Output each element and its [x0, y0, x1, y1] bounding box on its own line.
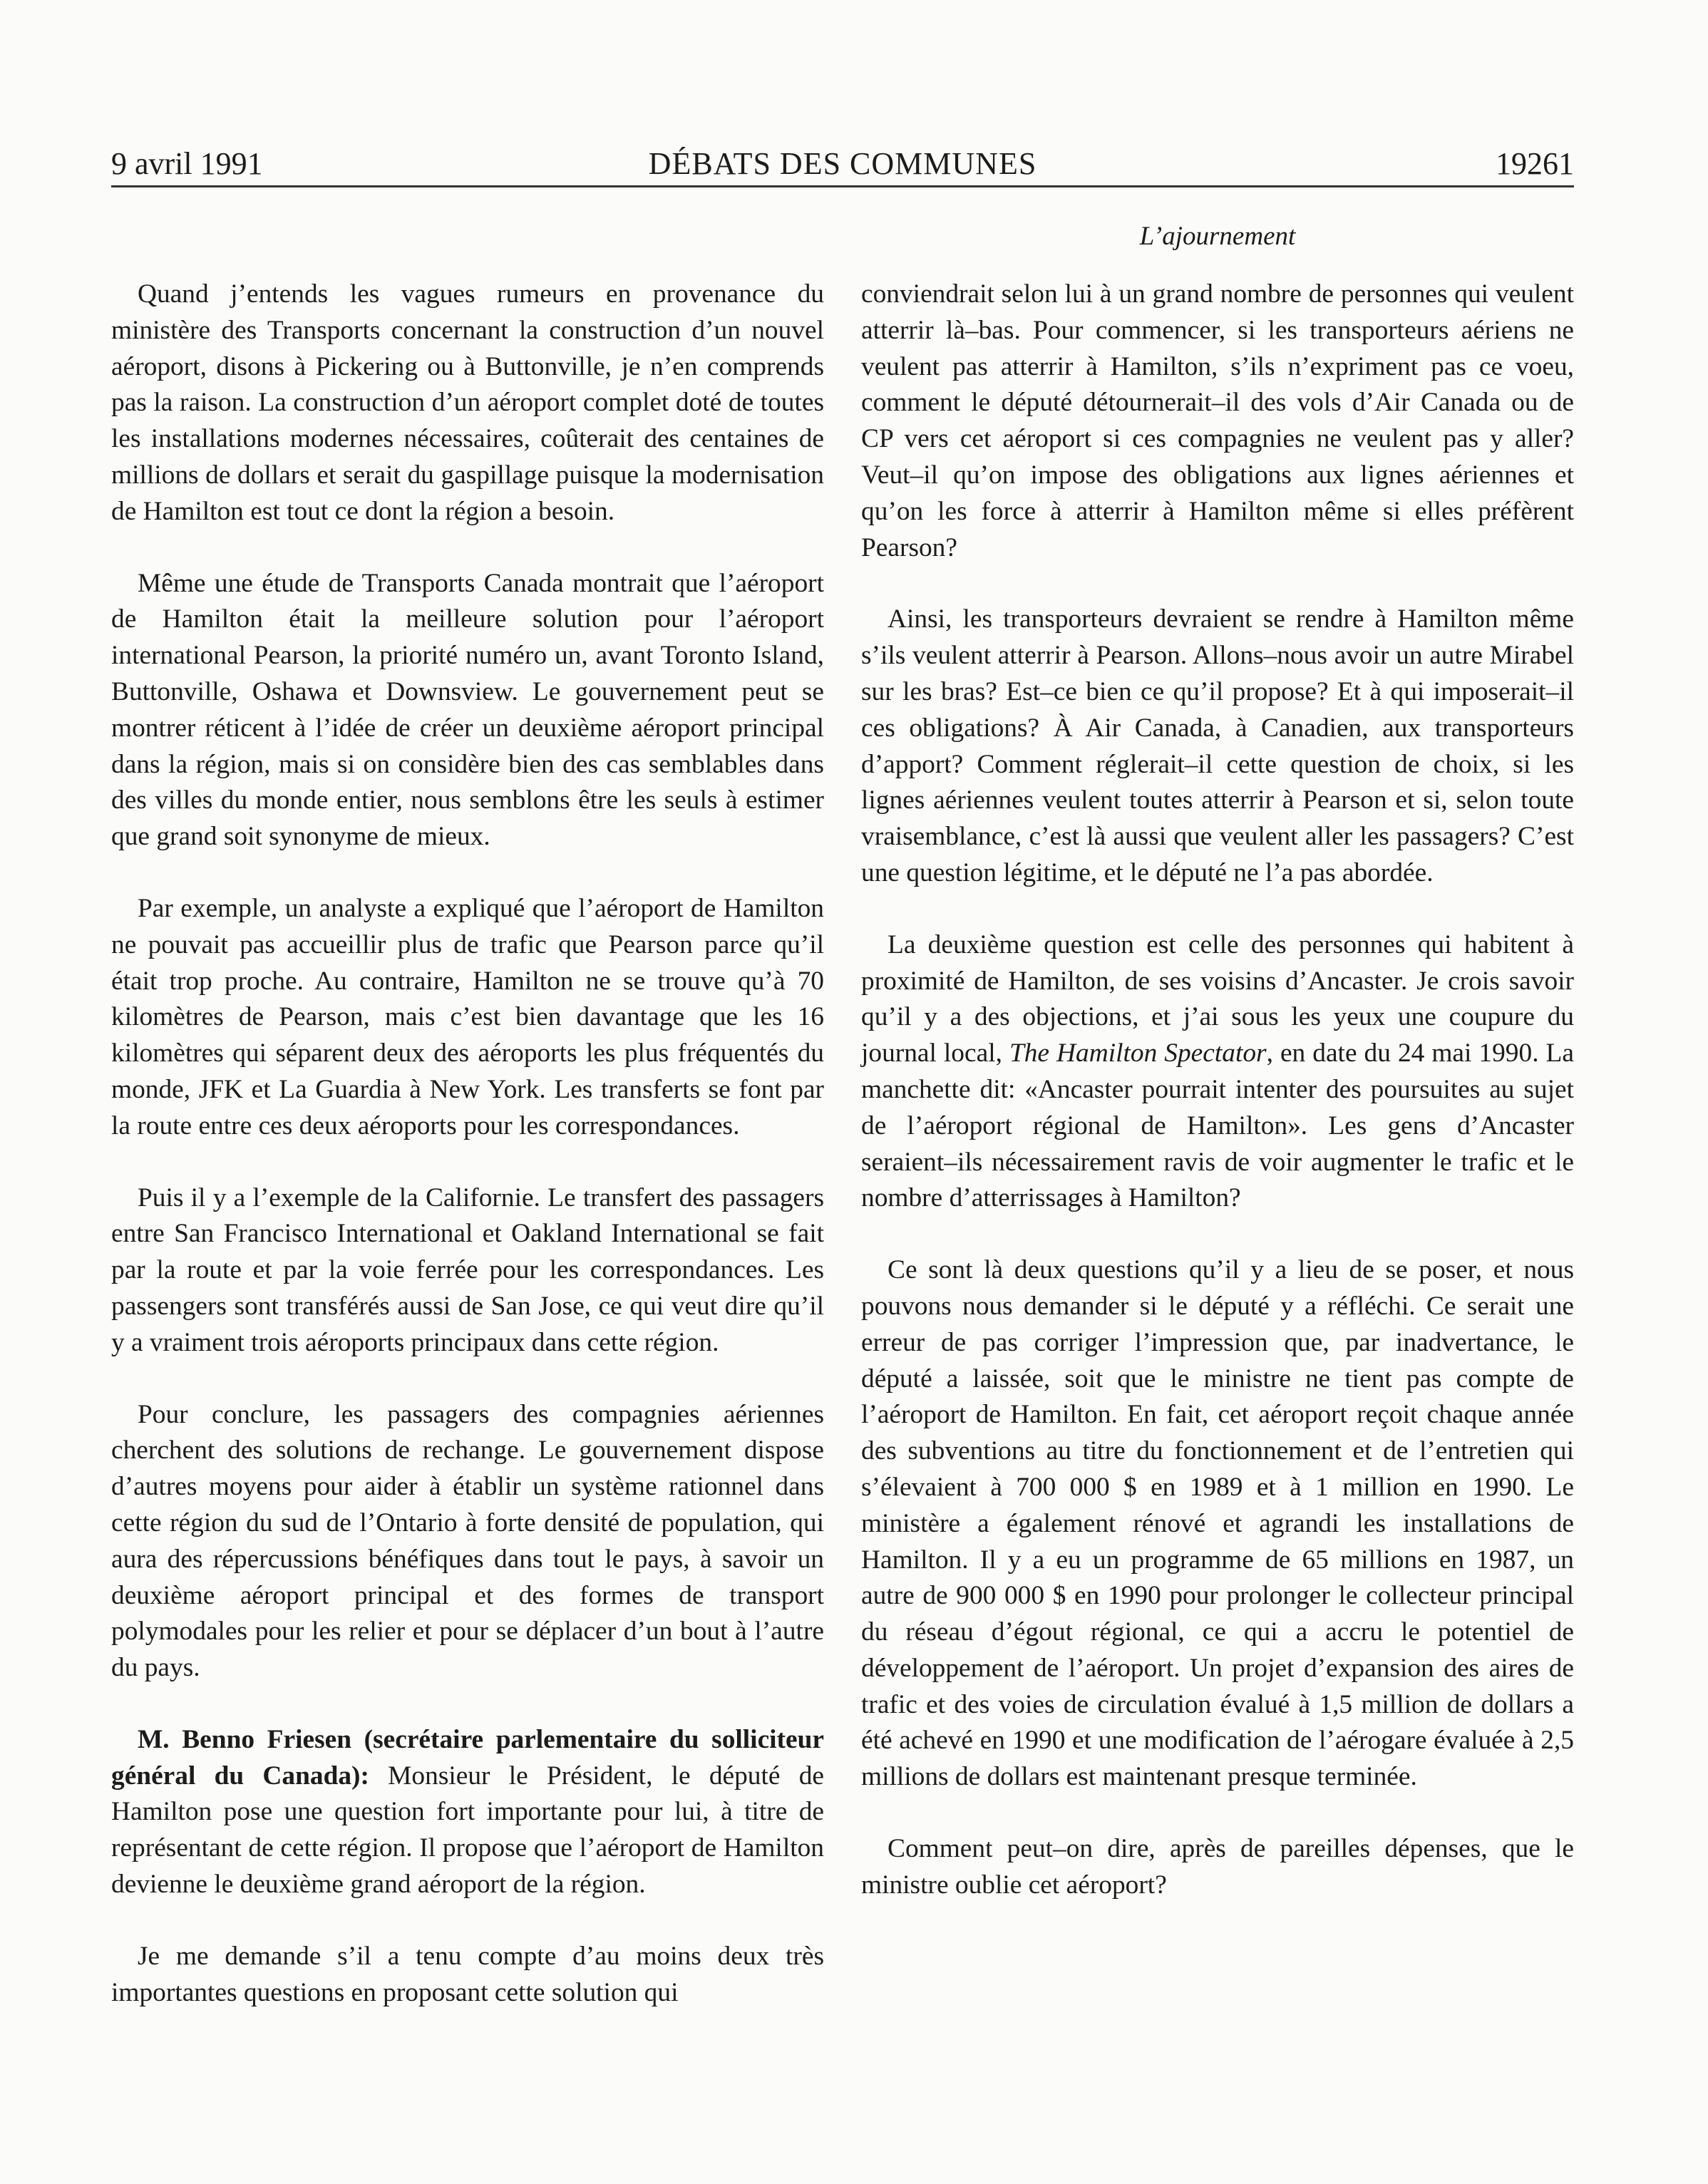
paragraph	[861, 927, 1574, 1217]
section-title: L’ajournement	[1139, 222, 1296, 251]
paragraph: conviendrait selon lui à un grand nombre de personnes qui veulent atterrir là–bas. Pour commencer, si les transporteurs aériens ne veulent pas atterrir à Hamilton, s’ils n’expriment pas ce voeu, comment le député détournerait–il des vols d’Air Canada ou de CP vers cet aéroport si ces compagnies ne veulent pas y aller? Veut–il qu’on impose des obligations aux lignes aériennes et qu’on les force à atterrir à Hamilton même si elles préfèrent Pearson?	[861, 279, 1574, 562]
paragraph: Pour conclure, les passagers des compagnies aériennes cherchent des solutions de rechange. Le gouvernement dispose d’autres moyens pour aider à établir un système rationnel dans cette région du sud de l’Ontario à forte densité de population, qui aura des répercussions bénéfiques dans tout le pays, à savoir un deuxième aéroport principal et des formes de transport polymodales pour les relier et pour se déplacer d’un bout à l’autre du pays.	[111, 1399, 824, 1683]
right-column	[861, 277, 1574, 1904]
header-date: 9 avril 1991	[111, 146, 263, 181]
paragraph: Par exemple, un analyste a expliqué que l’aéroport de Hamilton ne pouvait pas accueillir plus de trafic que Pearson parce qu’il était trop proche. Au contraire, Hamilton ne se trouve qu’à 70 kilomètres de Pearson, mais c’est bien davantage que les 16 kilomètres qui séparent deux des aéroports les plus fréquentés du monde, JFK et La Guardia à New York. Les transferts se font par la route entre ces deux aéroports pour les correspondances.	[111, 893, 824, 1140]
header-title: DÉBATS DES COMMUNES	[648, 146, 1037, 181]
speaker-text: Monsieur le Président, le député de Hamilton pose une question fort importante pour lui, à titre de représentant de cette région. Il propose que l’aéroport de Hamilton devienne le deuxième grand aéroport de la région.	[111, 1761, 824, 1900]
paragraph: Puis il y a l’exemple de la Californie. Le transfert des passagers entre San Francisco International et Oakland International se fait par la route et par la voie ferrée pour les correspondances. Les passengers sont transférés aussi de San Jose, ce qui veut dire qu’il y a vraiment trois aéroports principaux dans cette région.	[111, 1183, 824, 1357]
paragraph-text: , en date du 24 mai 1990. La manchette dit: «Ancaster pourrait intenter des poursuites au sujet de l’aéroport régional de Hamilton». Les gens d’Ancaster seraient–ils nécessairement ravis de voir augmenter le trafic et le nombre d’atterrissages à Hamilton?	[861, 1039, 1574, 1213]
header-page-number: 19261	[1496, 146, 1574, 181]
paragraph: Ainsi, les transporteurs devraient se rendre à Hamilton même s’ils veulent atterrir à Pearson. Allons–nous avoir un autre Mirabel sur les bras? Est–ce bien ce qu’il propose? Et à qui imposerait–il ces obligations? À Air Canada, à Canadien, aux transporteurs d’apport? Comment réglerait–il cette question de choix, si les lignes aériennes veulent toutes atterrir à Pearson et si, selon toute vraisemblance, c’est là aussi que veulent aller les passagers? C’est une question légitime, et le député ne l’a pas abordée.	[861, 604, 1574, 887]
page-header	[111, 145, 1574, 188]
paragraph-text: La deuxième question est celle des personnes qui habitent à proximité de Hamilton, de ses voisins d’Ancaster. Je crois savoir qu’il y a des objections, et j’ai sous les yeux une coupure du journal local,	[861, 929, 1574, 1068]
speaker-paragraph	[111, 1722, 824, 1903]
speaker-name: M. Benno Friesen (secrétaire parlementaire du solliciteur général du Canada):	[111, 1724, 824, 1791]
paragraph: Quand j’entends les vagues rumeurs en provenance du ministère des Transports concernant la construction d’un nouvel aéroport, disons à Pickering ou à Buttonville, je n’en comprends pas la raison. La construction d’un aéroport complet doté de toutes les installations modernes nécessaires, coûterait des centaines de millions de dollars et serait du gaspillage puisque la modernisation de Hamilton est tout ce dont la région a besoin.	[111, 279, 824, 526]
left-column	[111, 277, 824, 2011]
paragraph: Je me demande s’il a tenu compte d’au moins deux très importantes questions en proposant cette solution qui	[111, 1941, 824, 2007]
paragraph: Ce sont là deux questions qu’il y a lieu de se poser, et nous pouvons nous demander si le député y a réfléchi. Ce serait une erreur de pas corriger l’impression que, par inadvertance, le député a laissée, soit que le ministre ne tient pas compte de l’aéroport de Hamilton. En fait, cet aéroport reçoit chaque année des subventions au titre du fonctionnement et de l’entretien qui s’élevaient à 700 000 $ en 1989 et à 1 million en 1990. Le ministère a également rénové et agrandi les installations de Hamilton. Il y a eu un programme de 65 millions en 1987, un autre de 900 000 $ en 1990 pour prolonger le collecteur principal du réseau d’égout régional, ce qui a accru le potentiel de développement de l’aéroport. Un projet d’expansion des aires de trafic et des voies de circulation évalué à 1,5 million de dollars a été achevé en 1990 et une modification de l’aérogare évaluée à 2,5 millions de dollars est maintenant presque terminée.	[861, 1255, 1574, 1792]
paragraph: Même une étude de Transports Canada montrait que l’aéroport de Hamilton était la meilleure solution pour l’aéroport international Pearson, la priorité numéro un, avant Toronto Island, Buttonville, Oshawa et Downsview. Le gouvernement peut se montrer réticent à l’idée de créer un deuxième aéroport principal dans la région, mais si on considère bien des cas semblables dans des villes du monde entier, nous semblons être les seuls à estimer que grand soit synonyme de mieux.	[111, 568, 824, 852]
newspaper-title: The Hamilton Spectator	[1009, 1039, 1267, 1068]
paragraph: Comment peut–on dire, après de pareilles dépenses, que le ministre oublie cet aéroport?	[861, 1834, 1574, 1900]
header-rule	[111, 185, 1574, 187]
